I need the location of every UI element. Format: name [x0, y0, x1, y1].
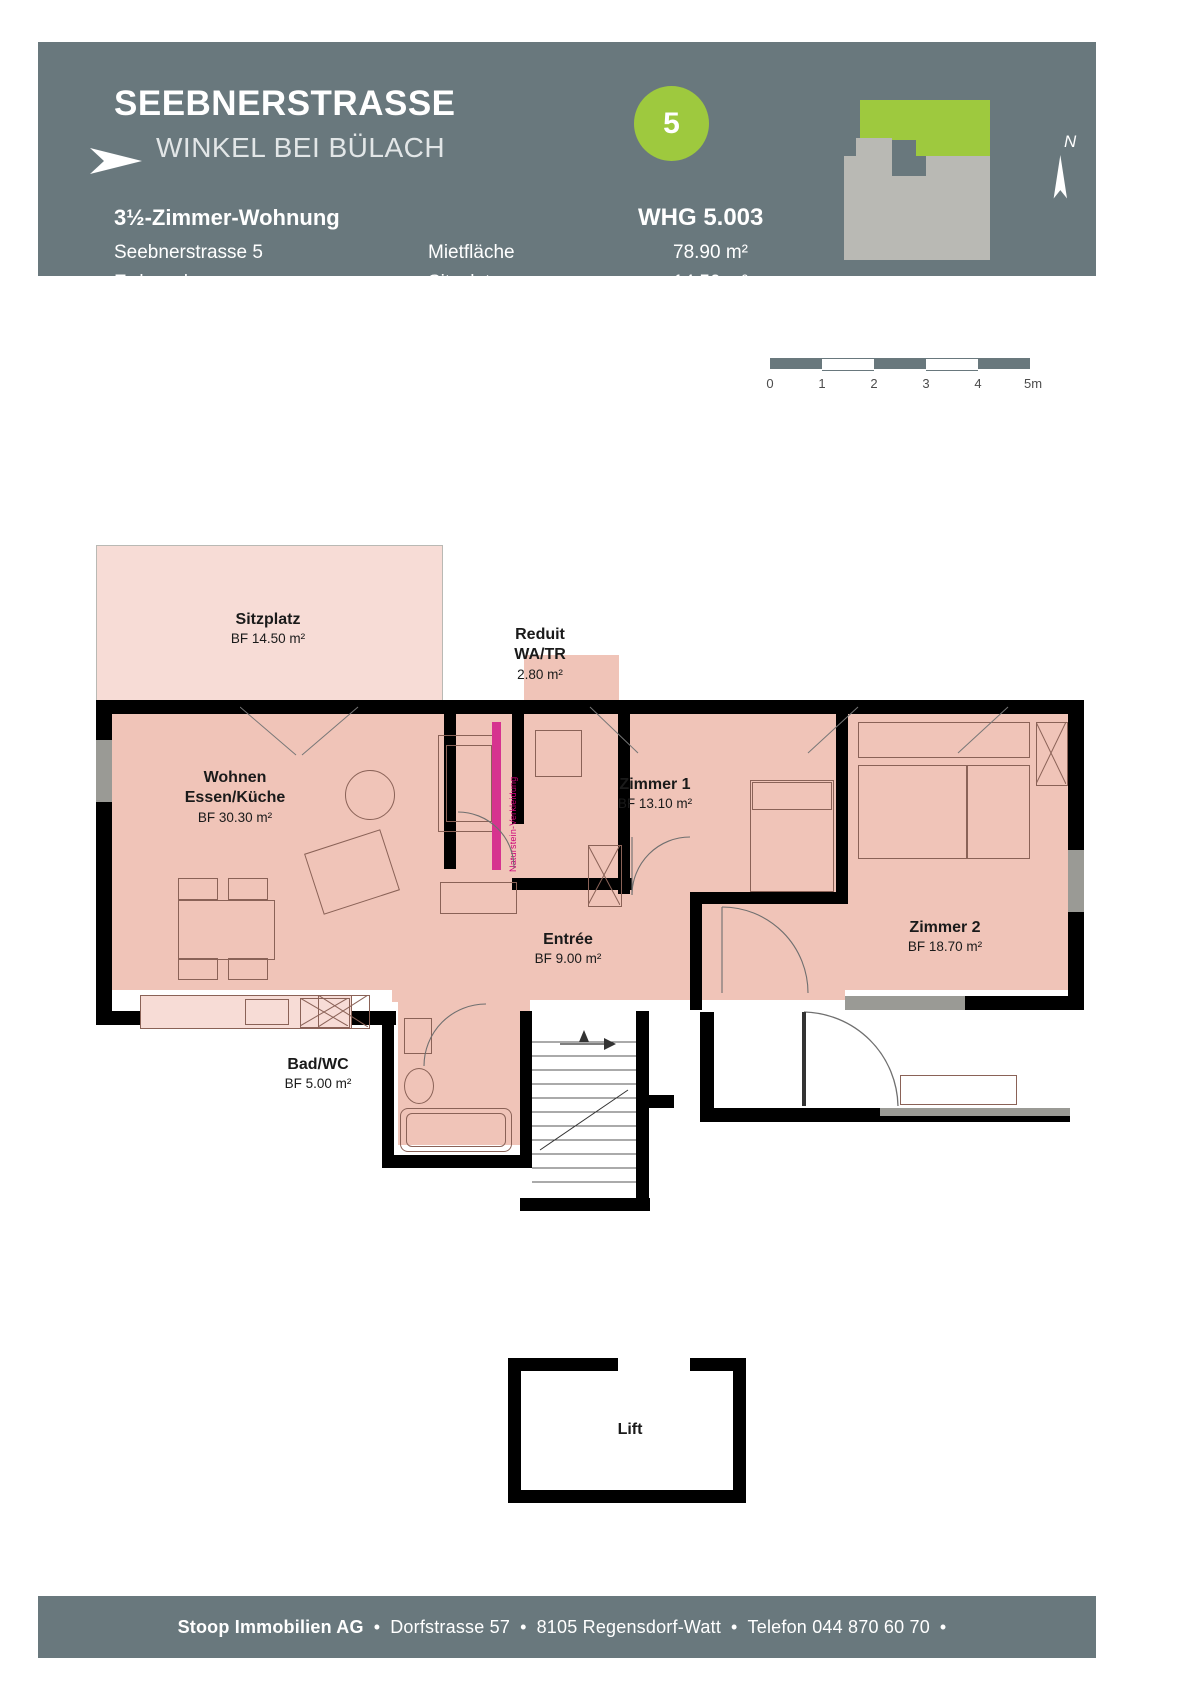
- window-zimmer2-icon: [800, 705, 860, 760]
- footer-sep-1: •: [373, 1616, 381, 1637]
- room-area-wohnen: BF 30.30 m²: [197, 809, 273, 825]
- footer-city: 8105 Regensdorf-Watt: [536, 1616, 722, 1637]
- wall-stair-right: [636, 1011, 649, 1211]
- room-name-reduit-2: WA/TR: [514, 646, 566, 664]
- scale-tick-0: 0: [766, 376, 774, 391]
- wall-corridor-run-grey: [880, 1108, 1070, 1116]
- wall-top-mid: [444, 700, 584, 714]
- room-name-wohnen-1: Wohnen: [203, 769, 267, 786]
- wall-zimmer1-bottom: [690, 892, 848, 904]
- scale-tick-1: 1: [818, 376, 826, 391]
- footer-sep-4: •: [939, 1616, 947, 1637]
- scale-tick-2: 2: [870, 376, 878, 391]
- room-name-wohnen-2: Essen/Küche: [184, 789, 286, 807]
- furniture-kitchen-upper: [440, 882, 517, 914]
- window-zimmer2b-icon: [950, 705, 1010, 760]
- value-mietflaeche: 78.90 m²: [673, 242, 748, 263]
- footer-banner: [38, 1596, 1096, 1658]
- wall-lift-bottom: [508, 1490, 746, 1503]
- furniture-bed-z2-a: [858, 765, 968, 859]
- window-zimmer1-icon: [588, 705, 648, 760]
- wall-top-reduit: [426, 700, 444, 714]
- room-label-reduit: [450, 625, 630, 683]
- page-subtitle: WINKEL BEI BÜLACH: [156, 132, 446, 163]
- door-entrance-icon: [800, 1010, 900, 1110]
- footer-phone: Telefon 044 870 60 70: [747, 1616, 930, 1637]
- furniture-wc: [404, 1068, 434, 1104]
- value-sitzplatz: 14.50 m²: [673, 272, 748, 293]
- room-label-wohnen: [120, 768, 350, 826]
- door-reduit-icon: [456, 810, 516, 872]
- room-label-sitzplatz: [168, 610, 368, 648]
- scale-tick-5: 5m: [1023, 376, 1043, 391]
- unit-code: WHG 5.003: [638, 204, 764, 231]
- room-name-entree: Entrée: [543, 931, 593, 948]
- footer-company: Stoop Immobilien AG: [177, 1616, 364, 1637]
- furniture-washer: [535, 730, 582, 777]
- furniture-kitchen-sink: [245, 999, 289, 1025]
- furniture-chair-1: [178, 878, 218, 900]
- furniture-bed-z1-head: [752, 782, 832, 810]
- room-label-zimmer2: [855, 918, 1035, 956]
- room-area-zimmer1: BF 13.10 m²: [617, 796, 693, 812]
- wall-bad-right: [520, 1011, 532, 1161]
- label-mietflaeche: Mietfläche: [428, 242, 515, 263]
- stair-direction-icon: [560, 1030, 620, 1060]
- door-zimmer2-icon: [720, 905, 810, 995]
- room-name-zimmer1: Zimmer 1: [619, 776, 691, 793]
- footer-sep-2: •: [520, 1616, 527, 1637]
- room-name-reduit-1: Reduit: [515, 626, 565, 643]
- wall-corridor-bottom: [649, 1095, 674, 1108]
- scale-tick-3: 3: [922, 376, 930, 391]
- room-area-zimmer2: BF 18.70 m²: [907, 939, 983, 955]
- room-name-sitzplatz: Sitzplatz: [235, 611, 301, 628]
- wall-lift-left: [508, 1358, 521, 1503]
- stone-cladding-note: Naturstein-Verkleidung: [508, 776, 518, 872]
- floor-label: Erdgeschoss: [114, 272, 224, 293]
- furniture-entrance-bench: [900, 1075, 1017, 1105]
- room-label-zimmer1: [565, 775, 745, 813]
- wall-lift-top-a: [508, 1358, 618, 1371]
- room-label-entree: [478, 930, 658, 968]
- scale-tick-4: 4: [974, 376, 982, 391]
- door-zimmer1-icon: [630, 835, 700, 897]
- entree-wardrobe-cross-icon: [588, 845, 620, 905]
- room-label-lift: [570, 1420, 690, 1440]
- furniture-dining-table: [178, 900, 275, 960]
- wall-right-window: [1068, 850, 1084, 912]
- room-area-sitzplatz: BF 14.50 m²: [230, 631, 306, 647]
- window-left-top-icon: [240, 705, 360, 765]
- address-line: Seebnerstrasse 5: [114, 242, 263, 263]
- door-bad-icon: [420, 1000, 490, 1070]
- label-sitzplatz: Sitzplatz: [428, 272, 500, 293]
- room-area-bad: BF 5.00 m²: [284, 1076, 352, 1092]
- room-area-entree: BF 9.00 m²: [534, 951, 602, 967]
- room-area-reduit: 2.80 m²: [517, 666, 563, 682]
- building-number-badge: 5: [634, 86, 709, 161]
- furniture-chair-4: [228, 958, 268, 980]
- furniture-bed-z2-b: [966, 765, 1030, 859]
- apartment-type: 3½-Zimmer-Wohnung: [114, 205, 340, 230]
- room-name-bad: Bad/WC: [287, 1056, 349, 1073]
- page-title: SEEBNERSTRASSE: [114, 84, 456, 123]
- furniture-chair-3: [178, 958, 218, 980]
- wall-entree-right: [690, 892, 702, 1010]
- footer-sep-3: •: [731, 1616, 738, 1637]
- furniture-chair-2: [228, 878, 268, 900]
- furniture-round-table: [345, 770, 395, 820]
- wall-corridor-right: [700, 1012, 714, 1122]
- wall-lift-right: [733, 1358, 746, 1503]
- wall-stair-bottom: [520, 1198, 650, 1211]
- footer-street: Dorfstrasse 57: [390, 1616, 511, 1637]
- wall-bottom-right-grey: [845, 996, 965, 1010]
- room-name-zimmer2: Zimmer 2: [909, 919, 981, 936]
- room-name-lift: Lift: [617, 1421, 643, 1438]
- wall-left-window: [96, 740, 112, 802]
- furniture-bathtub-inner: [406, 1113, 506, 1147]
- closet-cross-icon: [1036, 722, 1066, 784]
- hall-closet-cross-icon: [318, 995, 368, 1027]
- room-label-bad: [228, 1055, 408, 1093]
- compass-north-label: N: [1064, 132, 1077, 151]
